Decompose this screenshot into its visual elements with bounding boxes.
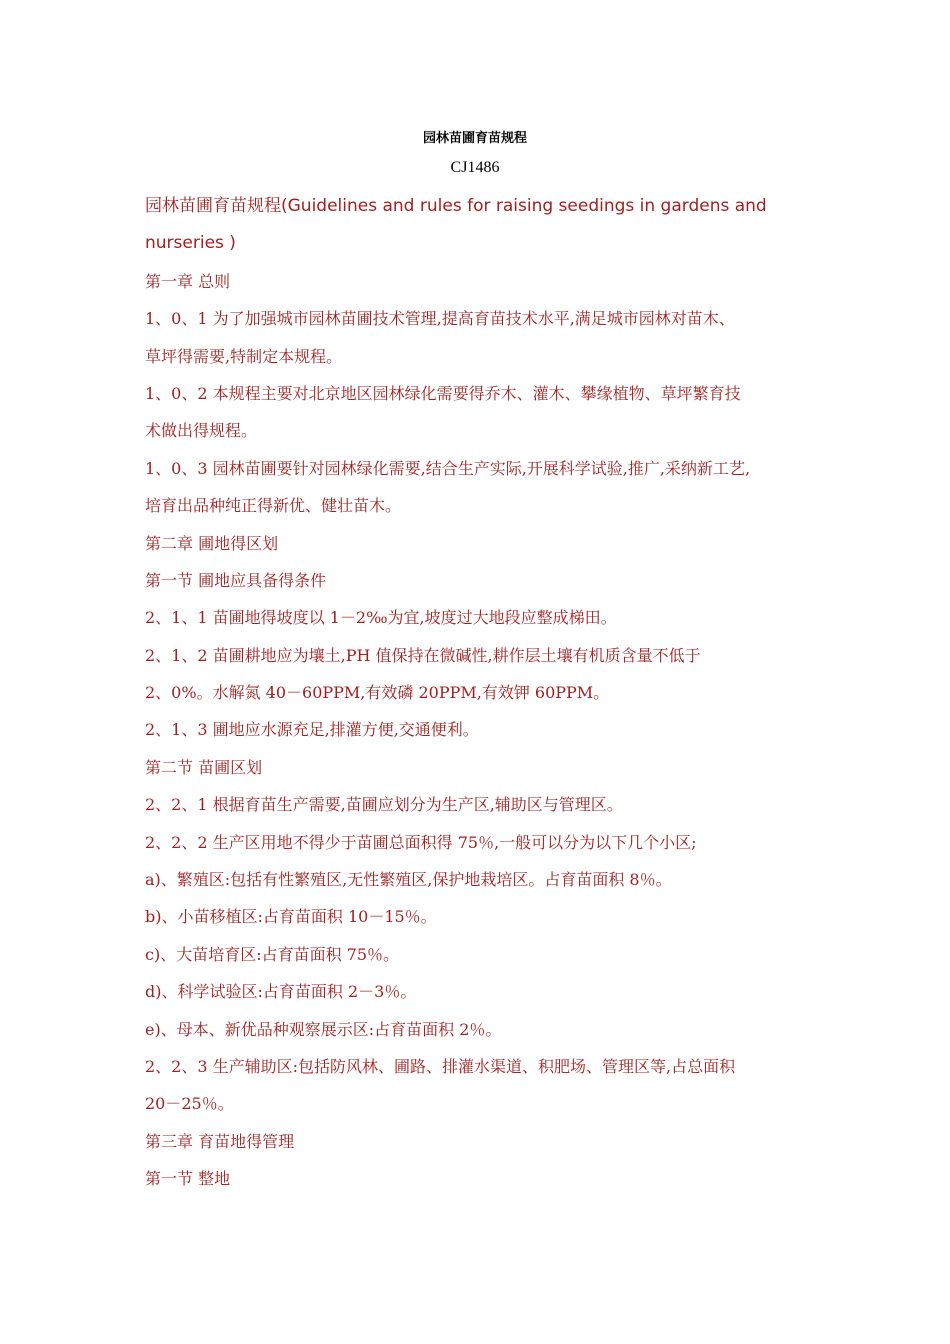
heading-line: 园林苗圃育苗规程(Guidelines and rules for raising seedings in gardens and	[145, 196, 767, 216]
paragraph-line: 草坪得需要,特制定本规程。	[145, 346, 343, 366]
document-body	[145, 188, 815, 1198]
paragraph-line: 1、0、2 本规程主要对北京地区园林绿化需要得乔木、灌木、攀缘植物、草坪繁育技	[145, 383, 741, 403]
paragraph-line: 培育出品种纯正得新优、健壮苗木。	[145, 496, 402, 516]
paragraph-line: 2、2、2 生产区用地不得少于苗圃总面积得 75％,一般可以分为以下几个小区;	[145, 832, 697, 852]
paragraph-line: 术做出得规程。	[145, 421, 258, 441]
paragraph-line: 2、1、2 苗圃耕地应为壤土,PH 值保持在微碱性,耕作层土壤有机质含量不低于	[145, 645, 701, 665]
paragraph-line: 1、0、3 园林苗圃要针对园林绿化需要,结合生产实际,开展科学试验,推广,采纳新工艺,	[145, 458, 751, 478]
paragraph-line: 20－25％。	[145, 1094, 234, 1114]
chapter-heading: 第一章 总则	[145, 271, 231, 291]
chapter-heading: 第二章 圃地得区划	[145, 533, 279, 553]
section-heading: 第二节 苗圃区划	[145, 757, 263, 777]
chapter-heading: 第三章 育苗地得管理	[145, 1131, 295, 1151]
paragraph-line: 2、0%。水解氮 40－60PPM,有效磷 20PPM,有效钾 60PPM。	[145, 683, 610, 703]
paragraph-line: 1、0、1 为了加强城市园林苗圃技术管理,提高育苗技术水平,满足城市园林对苗木、	[145, 309, 735, 329]
list-item: a)、繁殖区:包括有性繁殖区,无性繁殖区,保护地栽培区。占育苗面积 8％。	[145, 870, 672, 890]
document-title: 园林苗圃育苗规程	[422, 131, 527, 146]
paragraph-line: 2、1、1 苗圃地得坡度以 1－2‰为宜,坡度过大地段应整成梯田。	[145, 608, 617, 628]
list-item: d)、科学试验区:占育苗面积 2－3％。	[145, 982, 417, 1002]
section-heading: 第一节 圃地应具备得条件	[145, 570, 327, 590]
section-heading: 第一节 整地	[145, 1169, 231, 1189]
list-item: c)、大苗培育区:占育苗面积 75％。	[145, 944, 400, 964]
paragraph-line: 2、2、3 生产辅助区:包括防风林、圃路、排灌水渠道、积肥场、管理区等,占总面积	[145, 1056, 736, 1076]
document-code: CJ1486	[450, 159, 500, 176]
list-item: e)、母本、新优品种观察展示区:占育苗面积 2％。	[145, 1019, 502, 1039]
list-item: b)、小苗移植区:占育苗面积 10－15％。	[145, 907, 437, 927]
paragraph-line: 2、1、3 圃地应水源充足,排灌方便,交通便利。	[145, 720, 479, 740]
heading-line: nurseries )	[145, 233, 236, 254]
paragraph-line: 2、2、1 根据育苗生产需要,苗圃应划分为生产区,辅助区与管理区。	[145, 795, 623, 815]
